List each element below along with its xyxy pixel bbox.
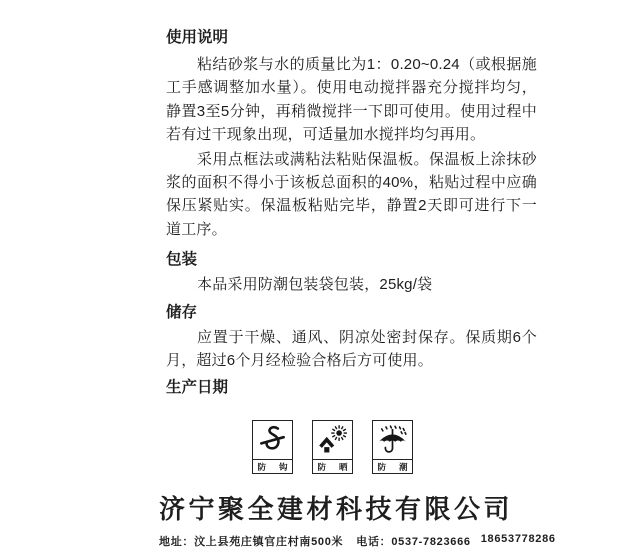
packaging-text: 本品采用防潮包装袋包装，25kg/袋: [197, 276, 433, 294]
no-hooks-caption: 防 钩: [253, 459, 292, 473]
umbrella-icon: [376, 424, 409, 457]
packaging-heading: 包装: [166, 251, 198, 269]
label-content: [166, 27, 537, 474]
mobile-text: 18653778286: [480, 533, 556, 545]
no-hooks-icon: [256, 424, 289, 457]
usage-paragraph-2: 采用点框法或满粘法粘贴保温板。保温板上涂抹砂浆的面积不得小于该板总面积的40%，粘贴过程中应确保压紧贴实。保温板粘贴完毕，静置2天即可进行下一道工序。: [166, 150, 537, 238]
handling-signs-row: [252, 420, 537, 474]
no-hooks-sign: [252, 420, 293, 474]
keep-dry-sign: [372, 420, 413, 474]
sun-protection-icon: [316, 424, 349, 457]
usage-heading: 使用说明: [166, 29, 229, 46]
storage-text: 应置于干燥、通风、阴凉处密封保存。保质期6个月，超过6个月经检验合格后方可使用。: [166, 328, 537, 370]
storage-heading: 储存: [166, 303, 198, 321]
address-text: 地址：汶上县苑庄镇官庄村南500米: [159, 536, 344, 548]
sun-protection-caption: 防 晒: [313, 459, 352, 473]
contact-line: [159, 533, 559, 549]
keep-away-from-sunlight-sign: [312, 420, 353, 474]
production-date-heading: 生产日期: [166, 379, 229, 397]
company-name: 济宁聚全建材科技有限公司: [159, 494, 514, 524]
phone-text: 电话：0537-7823666: [356, 536, 471, 548]
keep-dry-caption: 防 潮: [373, 459, 412, 473]
usage-paragraph-1: 粘结砂浆与水的质量比为1：0.20~0.24（或根据施工手感调整加水量）。使用电动搅拌器充分搅拌均匀，静置3至5分钟，再稍微搅拌一下即可使用。使用过程中若有过干现象出现，可适量加水搅拌均匀再用。: [166, 56, 537, 144]
footer: [159, 489, 559, 549]
